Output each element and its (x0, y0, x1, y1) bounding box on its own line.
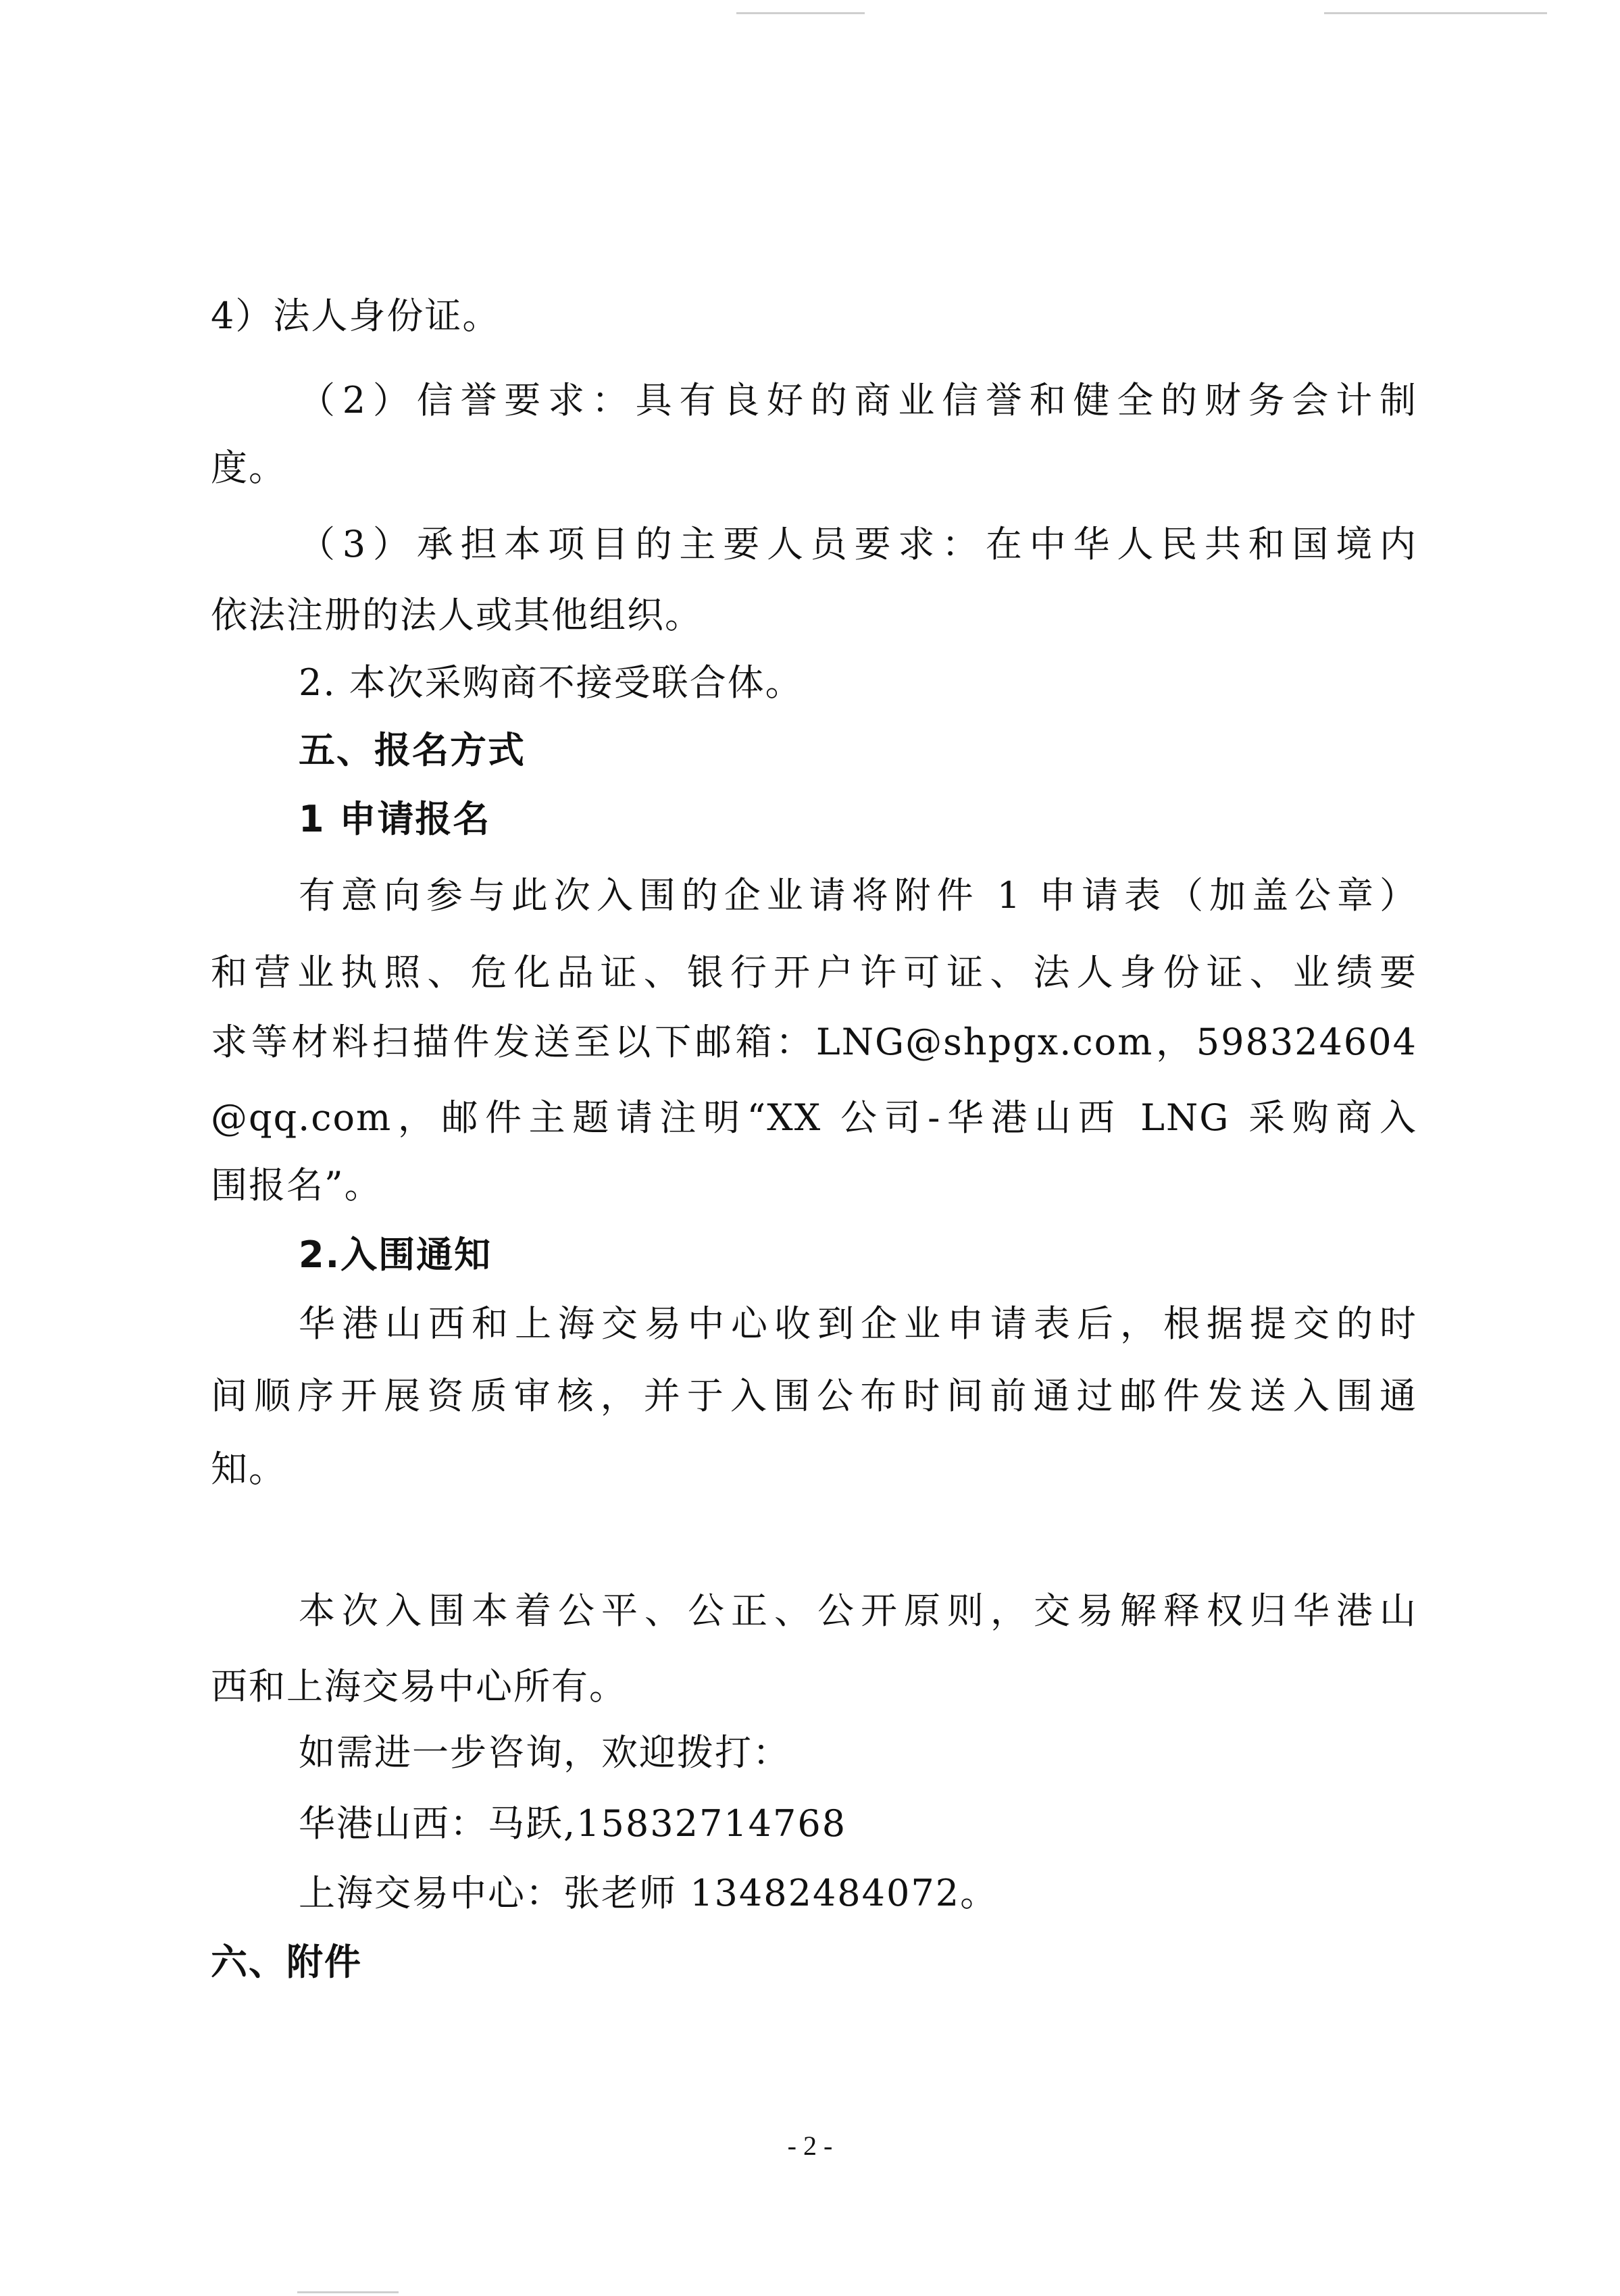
top-scan-rule (736, 12, 865, 14)
principle-paragraph-line-2: 西和上海交易中心所有。 (211, 1665, 627, 1708)
apply-paragraph-line-1: 有意向参与此次入围的企业请将附件 1 申请表（加盖公章） (299, 874, 1417, 917)
credit-requirement-cont: 度。 (211, 447, 286, 489)
section-6-heading: 六、附件 (211, 1941, 362, 1983)
apply-paragraph-line-2: 和营业执照、危化品证、银行开户许可证、法人身份证、业绩要 (211, 951, 1417, 994)
item-4-id-card: 4）法人身份证。 (211, 295, 501, 337)
page-number: - 2 - (787, 2131, 833, 2161)
no-consortium-note: 2. 本次采购商不接受联合体。 (299, 661, 803, 704)
top-scan-rule-right (1324, 12, 1547, 14)
consult-line: 如需进一步咨询，欢迎拨打： (299, 1731, 790, 1774)
personnel-requirement: （3）承担本项目的主要人员要求：在中华人民共和国境内 (299, 523, 1417, 565)
notice-paragraph-line-1: 华港山西和上海交易中心收到企业申请表后，根据提交的时 (299, 1302, 1417, 1345)
personnel-requirement-cont: 依法注册的法人或其他组织。 (211, 594, 703, 636)
contact-huagang-shanxi: 华港山西：马跃,15832714768 (299, 1802, 847, 1845)
principle-paragraph-line-1: 本次入围本着公平、公正、公开原则，交易解释权归华港山 (299, 1589, 1417, 1632)
credit-requirement: （2）信誉要求：具有良好的商业信誉和健全的财务会计制 (299, 379, 1417, 422)
apply-paragraph-line-5: 围报名”。 (211, 1164, 382, 1206)
section-5-heading: 五、报名方式 (299, 729, 526, 771)
notice-paragraph-line-3: 知。 (211, 1448, 286, 1490)
subsection-apply-heading: 1 申请报名 (299, 798, 491, 840)
apply-paragraph-line-3: 求等材料扫描件发送至以下邮箱：LNG@shpgx.com，598324604 (211, 1021, 1417, 1063)
apply-paragraph-line-4: @qq.com，邮件主题请注明“XX 公司-华港山西 LNG 采购商入 (211, 1096, 1417, 1139)
subsection-notice-heading: 2.入围通知 (299, 1233, 492, 1276)
bottom-scan-rule (297, 2291, 399, 2293)
notice-paragraph-line-2: 间顺序开展资质审核，并于入围公布时间前通过邮件发送入围通 (211, 1375, 1417, 1417)
contact-shanghai-exchange: 上海交易中心：张老师 13482484072。 (299, 1872, 998, 1914)
